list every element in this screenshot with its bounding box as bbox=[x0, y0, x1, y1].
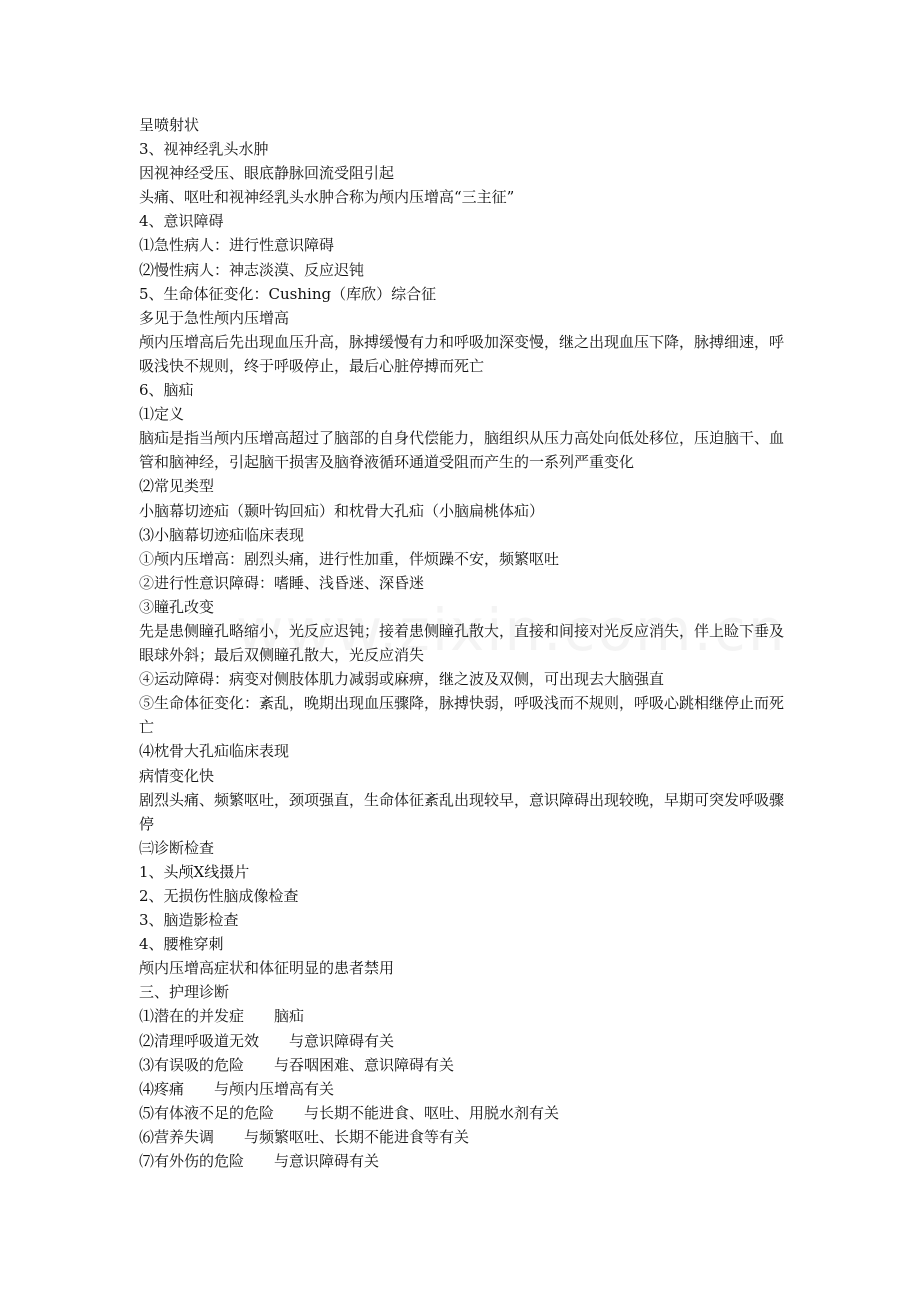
list-item: ⑵慢性病人：神志淡漠、反应迟钝 bbox=[139, 260, 365, 279]
list-item: 1、头颅X线摄片 bbox=[139, 862, 250, 881]
document-body bbox=[139, 113, 787, 1173]
subheading: ⑵常见类型 bbox=[139, 477, 215, 496]
list-item: 4、腰椎穿刺 bbox=[139, 935, 224, 954]
section-heading: ㈢诊断检查 bbox=[139, 838, 215, 857]
subheading: ⑶小脑幕切迹疝临床表现 bbox=[139, 525, 305, 544]
list-item: ⑶有误吸的危险 与吞咽困难、意识障碍有关 bbox=[139, 1055, 455, 1074]
text-line: 病情变化快 bbox=[139, 766, 215, 785]
section-heading: 6、脑疝 bbox=[139, 381, 194, 400]
text-line: 多见于急性颅内压增高 bbox=[139, 308, 290, 327]
paragraph: 颅内压增高后先出现血压升高，脉搏缓慢有力和呼吸加深变慢，继之出现血压下降，脉搏细速，呼吸浅快不规则，终于呼吸停止，最后心脏停搏而死亡 bbox=[139, 332, 785, 375]
list-item: ③瞳孔改变 bbox=[139, 597, 215, 616]
list-item: ⑺有外伤的危险 与意识障碍有关 bbox=[139, 1152, 380, 1171]
list-item: ⑤生命体征变化：紊乱，晚期出现血压骤降，脉搏快弱，呼吸浅而不规则，呼吸心跳相继停止而死亡 bbox=[139, 694, 785, 737]
text-line: 小脑幕切迹疝（颞叶钩回疝）和枕骨大孔疝（小脑扁桃体疝） bbox=[139, 501, 545, 520]
list-item: ⑸有体液不足的危险 与长期不能进食、呕吐、用脱水剂有关 bbox=[139, 1103, 560, 1122]
list-item: ⑵清理呼吸道无效 与意识障碍有关 bbox=[139, 1031, 395, 1050]
text-line: 因视神经受压、眼底静脉回流受阻引起 bbox=[139, 164, 395, 183]
paragraph: 先是患侧瞳孔略缩小，光反应迟钝；接着患侧瞳孔散大，直接和间接对光反应消失，伴上睑下垂及眼球外斜；最后双侧瞳孔散大，光反应消失 bbox=[139, 621, 785, 665]
text-line: 颅内压增高症状和体征明显的患者禁用 bbox=[139, 959, 395, 978]
section-heading: 4、意识障碍 bbox=[139, 212, 224, 231]
section-heading: 5、生命体征变化：Cushing（库欣）综合征 bbox=[139, 284, 437, 303]
text-line: 头痛、呕吐和视神经乳头水肿合称为颅内压增高“三主征” bbox=[139, 188, 515, 207]
list-item: 2、无损伤性脑成像检查 bbox=[139, 887, 299, 905]
section-heading: 三、护理诊断 bbox=[139, 983, 230, 1002]
paragraph: 脑疝是指当颅内压增高超过了脑部的自身代偿能力，脑组织从压力高处向低处移位，压迫脑干、血管和脑神经，引起脑干损害及脑脊液循环通道受阻而产生的一系列严重变化 bbox=[139, 429, 785, 472]
paragraph: 剧烈头痛、频繁呕吐，颈项强直，生命体征紊乱出现较早，意识障碍出现较晚，早期可突发呼吸骤停 bbox=[139, 790, 785, 833]
list-item: ⑷疼痛 与颅内压增高有关 bbox=[139, 1079, 335, 1098]
text-line: 呈喷射状 bbox=[139, 116, 200, 134]
list-item: ②进行性意识障碍：嗜睡、浅昏迷、深昏迷 bbox=[139, 573, 425, 592]
list-item: ⑴潜在的并发症 脑疝 bbox=[139, 1007, 305, 1026]
subheading: ⑷枕骨大孔疝临床表现 bbox=[139, 742, 290, 761]
list-item: ④运动障碍：病变对侧肢体肌力减弱或麻痹，继之波及双侧，可出现去大脑强直 bbox=[139, 670, 665, 689]
list-item: ⑹营养失调 与频繁呕吐、长期不能进食等有关 bbox=[139, 1127, 470, 1146]
list-item: ①颅内压增高：剧烈头痛，进行性加重，伴烦躁不安，频繁呕吐 bbox=[139, 549, 560, 568]
list-item: 3、脑造影检查 bbox=[139, 911, 239, 930]
subheading: ⑴定义 bbox=[139, 405, 185, 424]
list-item: ⑴急性病人：进行性意识障碍 bbox=[139, 236, 335, 255]
section-heading: 3、视神经乳头水肿 bbox=[139, 140, 269, 159]
